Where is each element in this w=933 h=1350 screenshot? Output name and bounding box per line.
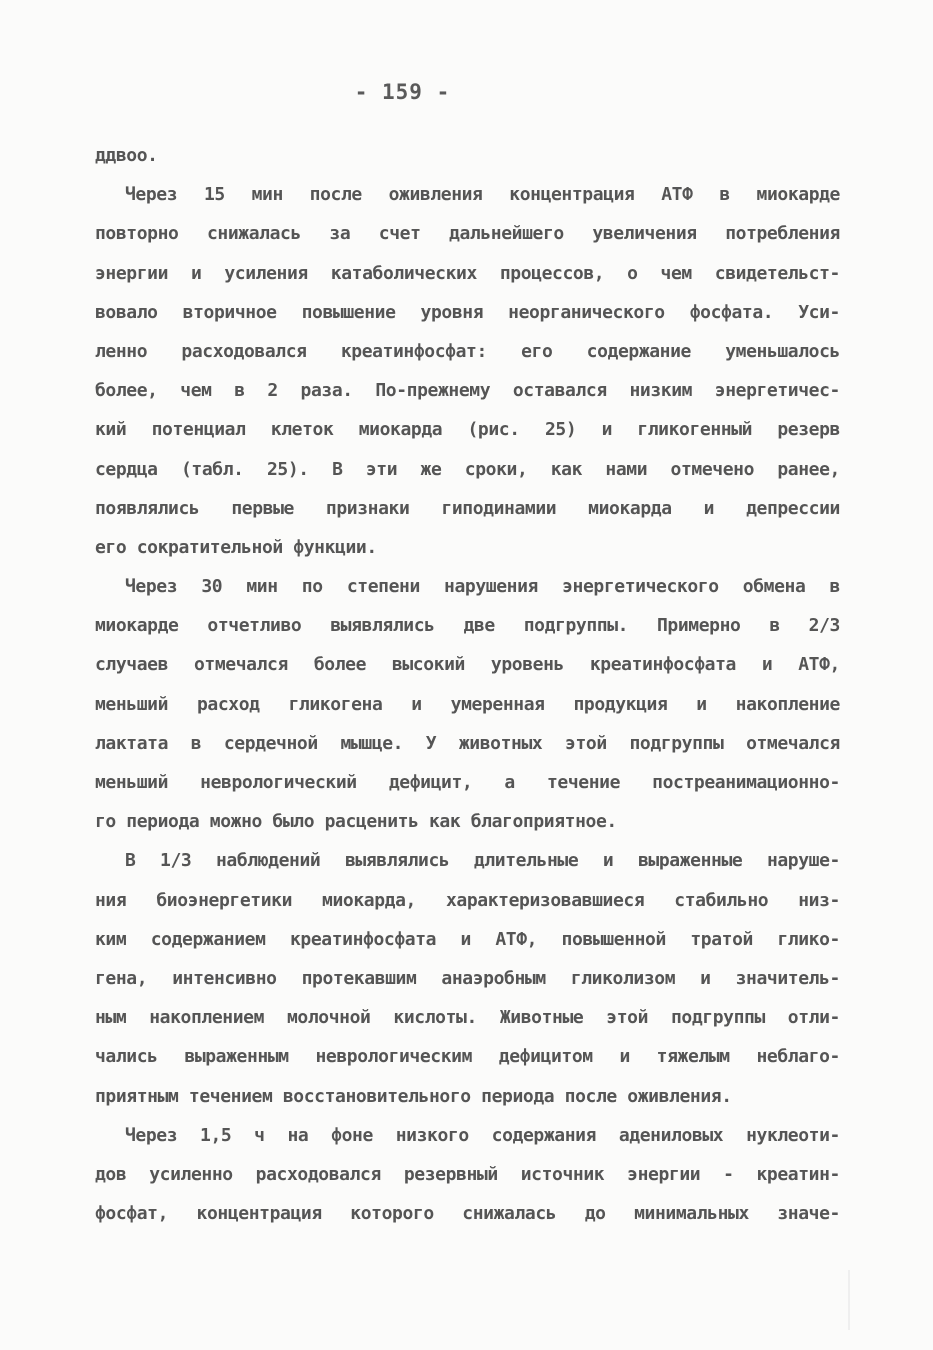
text-line: миокарде отчетливо выявлялись две подгруппы. Примерно в 2/3: [95, 615, 840, 637]
text-line: его сократительной функции.: [95, 536, 377, 558]
text-line: В 1/3 наблюдений выявлялись длительные и выраженные наруше-: [125, 850, 840, 872]
text-line: случаев отмечался более высокий уровень креатинфосфата и АТФ,: [95, 654, 840, 676]
text-line: меньший неврологический дефицит, а течение постреанимационно-: [95, 772, 840, 793]
text-line: кий потенциал клеток миокарда (рис. 25) и гликогенный резерв: [95, 419, 840, 441]
text-line: ния биоэнергетики миокарда, характеризовавшиеся стабильно низ-: [95, 889, 840, 911]
text-line: ленно расходовался креатинфосфат: его содержание уменьшалось: [95, 340, 840, 362]
scan-edge-mark: [848, 1270, 850, 1330]
text-line: Через 1,5 ч на фоне низкого содержания адениловых нуклеоти-: [125, 1124, 840, 1146]
text-line: ким содержанием креатинфосфата и АТФ, повышенной тратой глико-: [95, 928, 840, 950]
text-line: дов усиленно расходовался резервный источник энергии - креатин-: [95, 1163, 840, 1185]
text-line: чались выраженным неврологическим дефицитом и тяжелым неблаго-: [95, 1046, 840, 1068]
text-line: ным накоплением молочной кислоты. Животные этой подгруппы отли-: [95, 1007, 840, 1029]
text-line: сердца (табл. 25). В эти же сроки, как нами отмечено ранее,: [95, 458, 840, 480]
text-line: меньший расход гликогена и умеренная продукция и накопление: [95, 693, 840, 715]
text-line: Через 30 мин по степени нарушения энергетического обмена в: [125, 576, 840, 598]
page-number: - 159 -: [354, 80, 451, 104]
text-line: появлялись первые признаки гиподинамии миокарда и депрессии: [95, 497, 840, 519]
body-text: [95, 136, 840, 1233]
text-line: гена, интенсивно протекавшим анаэробным гликолизом и значитель-: [95, 967, 840, 989]
text-line: ддвоо.: [95, 145, 158, 166]
text-line: энергии и усиления катаболических процессов, о чем свидетельст-: [95, 262, 840, 284]
text-line: вовало вторичное повышение уровня неорганического фосфата. Уси-: [95, 301, 840, 323]
text-line: Через 15 мин после оживления концентрация АТФ в миокарде: [125, 184, 840, 206]
text-line: повторно снижалась за счет дальнейшего увеличения потребления: [95, 223, 840, 245]
text-line: го периода можно было расценить как благоприятное.: [95, 811, 617, 833]
text-line: приятным течением восстановительного периода после оживления.: [95, 1085, 732, 1107]
text-line: более, чем в 2 раза. По-прежнему оставался низким энергетичес-: [95, 380, 840, 402]
text-line: лактата в сердечной мышце. У животных этой подгруппы отмечался: [95, 732, 840, 754]
text-line: фосфат, концентрация которого снижалась до минимальных значе-: [95, 1203, 840, 1225]
